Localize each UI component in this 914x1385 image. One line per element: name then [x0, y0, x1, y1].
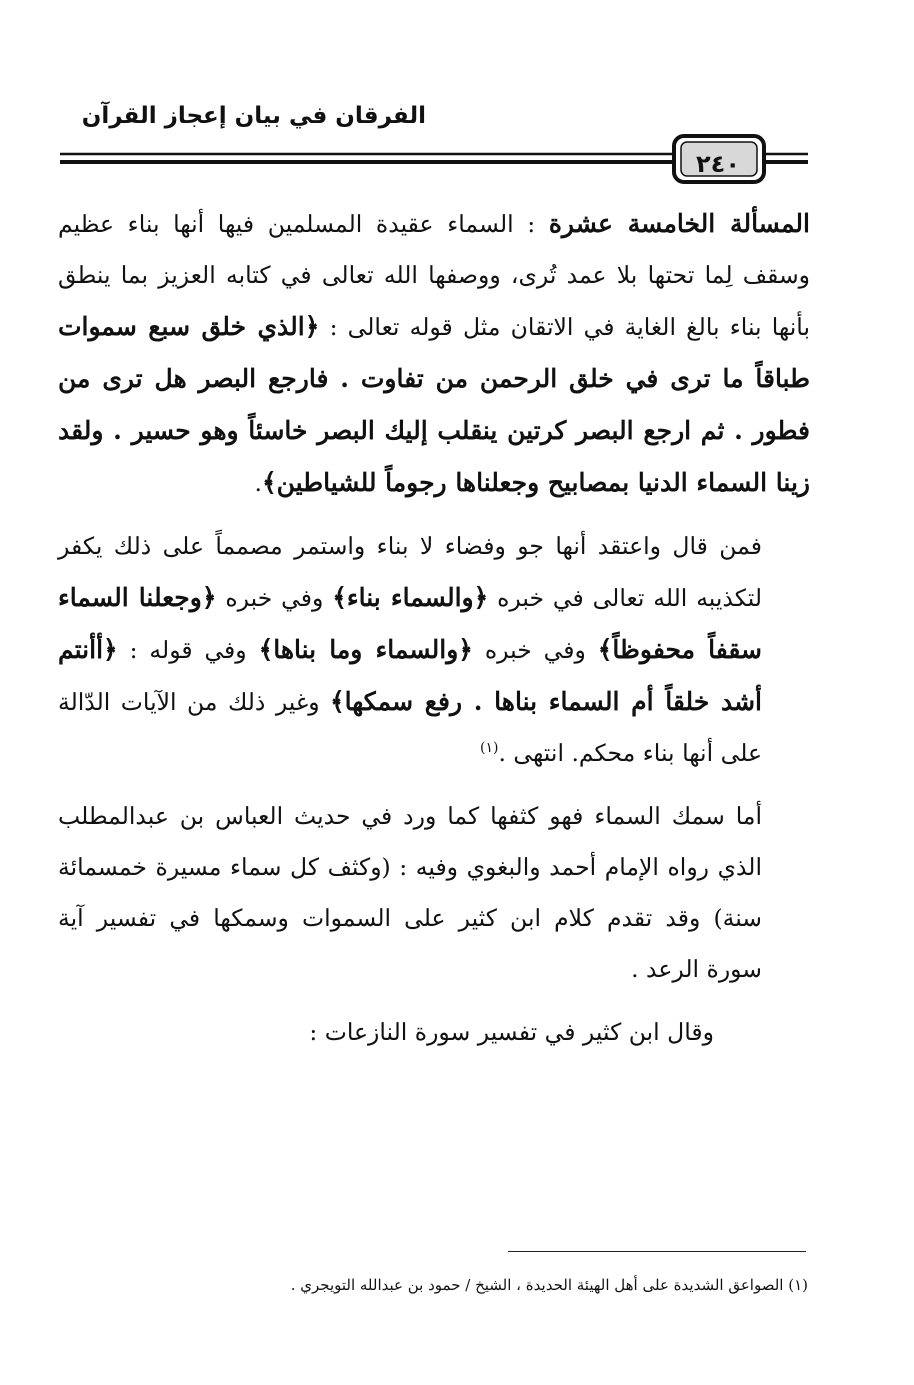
- paragraph-3: أما سمك السماء فهو كثفها كما ورد في حديث العباس بن عبدالمطلب الذي رواه الإمام أحمد والبغوي وفيه : (وكثف كل سماء مسيرة خمسمائة سنة) وقد تقدم كلام ابن كثير على السموات وسمكها في تفسير آية سورة الرعد .: [58, 802, 762, 983]
- paragraph-2-text-1: فمن قال واعتقد أنها جو وفضاء لا بناء واستمر مصمماً على ذلك يكفر لتكذيبه الله تعالى في خبره: [58, 532, 762, 612]
- paragraph-4: وقال ابن كثير في تفسير سورة النازعات :: [309, 1018, 714, 1046]
- paragraph-2: [58, 521, 810, 779]
- paragraph-2-text-3: وفي خبره: [472, 636, 598, 664]
- footnote-divider: [508, 1251, 806, 1252]
- quran-verse: ﴿والسماء بناء﴾: [332, 583, 489, 612]
- paragraph-2-text-2: وفي خبره: [216, 584, 333, 612]
- quran-verse: ﴿أأنتم أشد خلقاً أم السماء بناها . رفع سمكها﴾: [58, 635, 762, 716]
- paragraph-1-text: : السماء عقيدة المسلمين فيها أنها بناء عظيم وسقف لِما تحتها بلا عمد تُرى، ووصفها الله تعالى في كتابه العزيز بما ينطق بأنها بناء بالغ الغاية في الاتقان مثل قوله تعالى :: [58, 210, 811, 341]
- paragraph-1: [58, 198, 810, 509]
- footnote-reference[interactable]: (١): [479, 740, 499, 757]
- running-header-title: الفرقان في بيان إعجاز القرآن: [81, 103, 426, 129]
- quran-verse: ﴿الذي خلق سبع سموات طباقاً ما ترى في خلق الرحمن من تفاوت . فارجع البصر هل ترى من فطور . ثم ارجع البصر كرتين ينقلب إليك البصر خاسئاً وهو حسير . ولقد زينا السماء الدنيا بمصابيح وجعلناها رجوماً للشياطين﴾: [58, 312, 810, 497]
- paragraph-2-text-4: وفي قوله :: [117, 636, 259, 664]
- quran-verse: ﴿والسماء وما بناها﴾: [258, 635, 473, 664]
- main-text: [58, 198, 810, 1058]
- quran-verse: ﴿وجعلنا السماء سقفاً محفوظاً﴾: [58, 583, 762, 664]
- paragraph-1-end: .: [254, 469, 262, 497]
- footnote: (١) الصواعق الشديدة على أهل الهيئة الحديدة ، الشيخ / حمود بن عبدالله التويجري .: [290, 1276, 808, 1294]
- paragraph-2-text-5: وغير ذلك من الآيات الدّالة على أنها بناء محكم. انتهى .: [58, 688, 762, 767]
- section-heading: المسألة الخامسة عشرة: [548, 209, 810, 238]
- page-number: ٢٤٠: [696, 150, 740, 178]
